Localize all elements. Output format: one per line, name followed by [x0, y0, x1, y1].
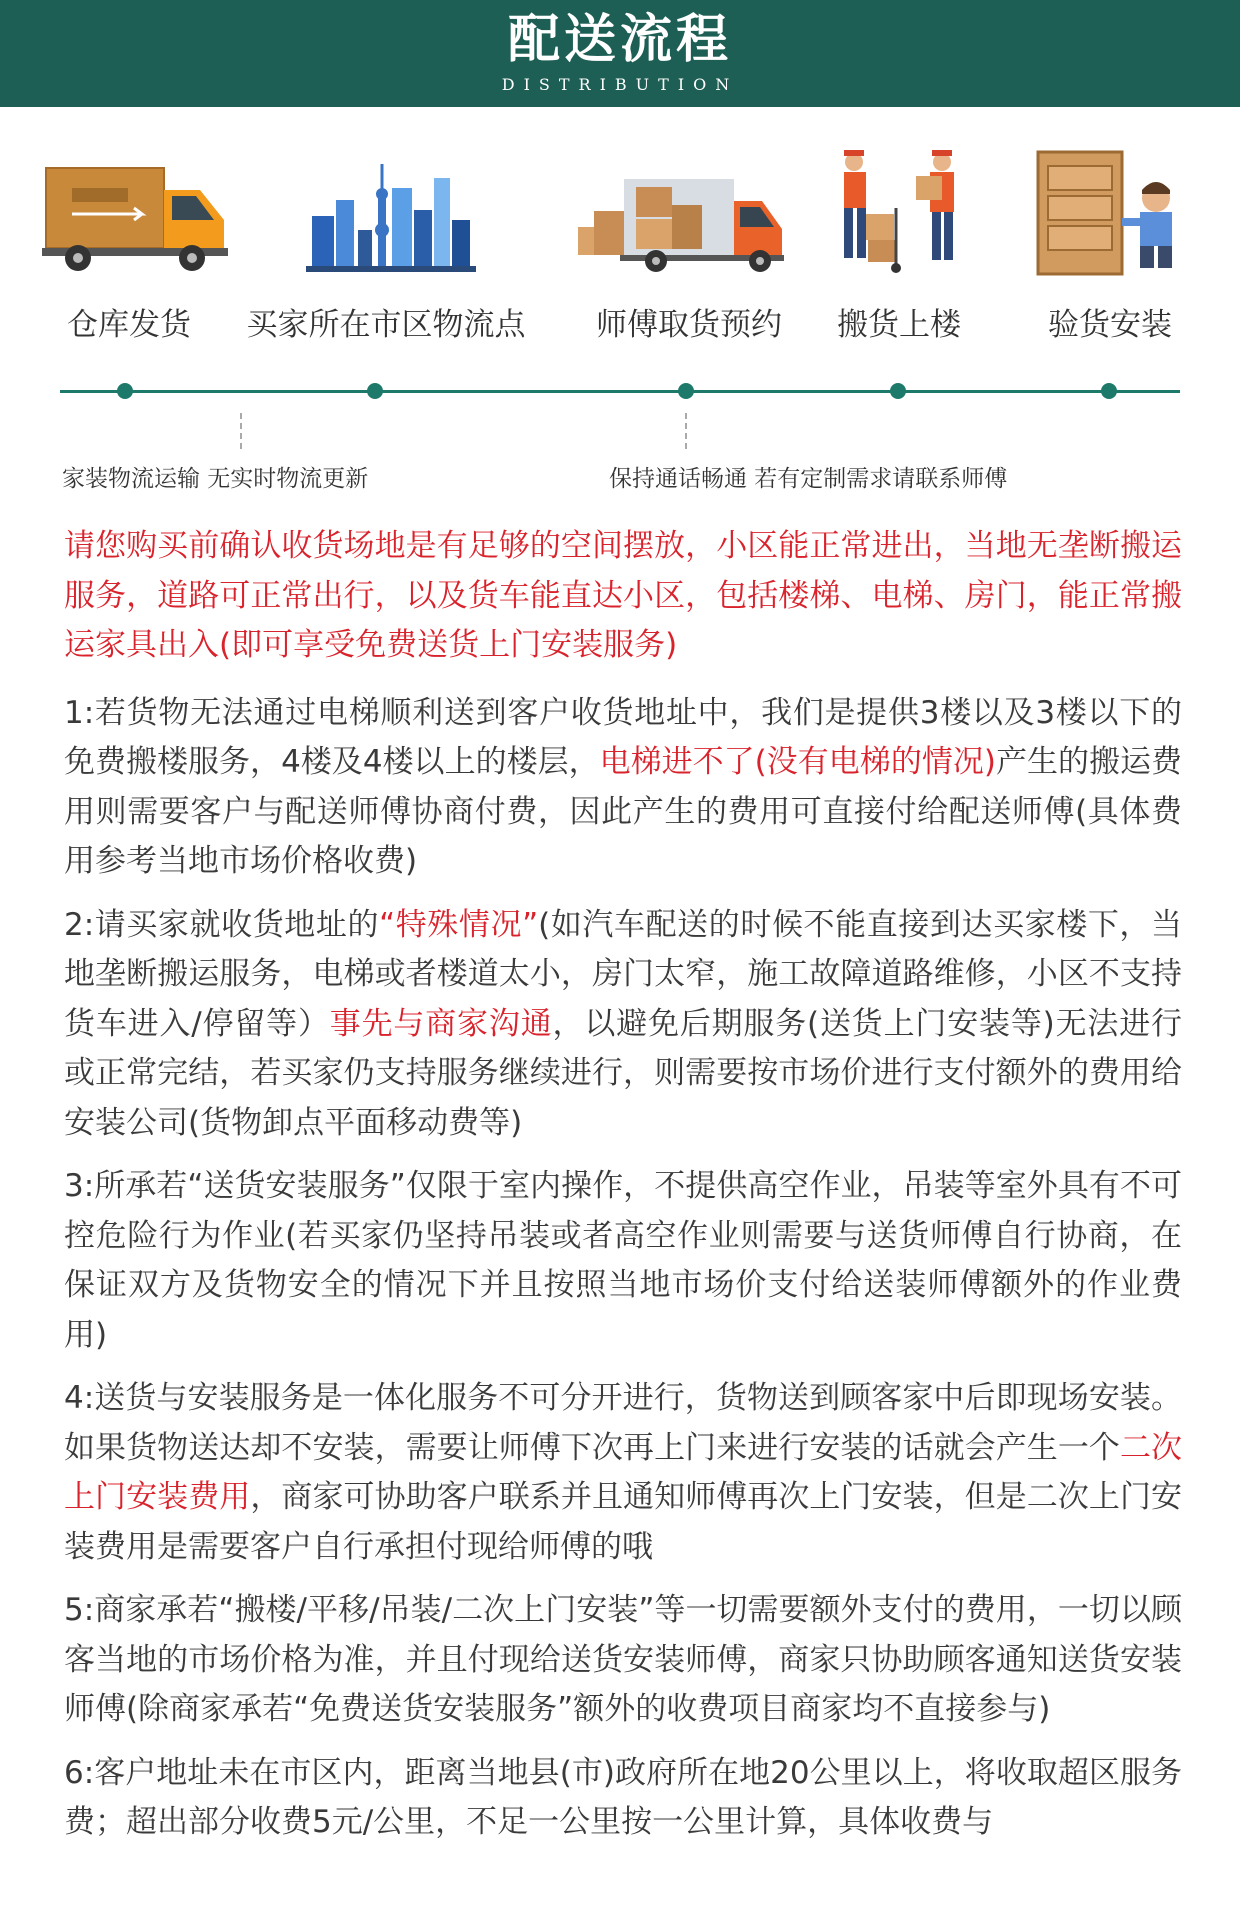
term-1-highlight: 电梯进不了(没有电梯的情况) — [599, 744, 996, 780]
page-title: 配送流程 — [507, 9, 732, 70]
terms-content — [64, 522, 1182, 1862]
term-4 — [64, 1374, 1182, 1572]
term-4-text: 4:送货与安装服务是一体化服务不可分开进行，货物送到顾客家中后即现场安装。如果货物送达却不安装，需要让师傅下次再上门来进行安装的话就会产生一个 — [64, 1380, 1182, 1466]
term-6: 6:客户地址未在市区内，距离当地县(市)政府所在地20公里以上，将收取超区服务费；超出部分收费5元/公里，不足一公里按一公里计算，具体收费与 — [64, 1754, 1182, 1840]
note-connector — [240, 413, 242, 449]
term-1 — [64, 689, 1182, 887]
step-label-city-logistics: 买家所在市区物流点 — [246, 307, 526, 343]
contact-note: 保持通话畅通 若有定制需求请联系师傅 — [609, 466, 1008, 492]
timeline-dot — [367, 383, 383, 399]
term-4-text-end: ，商家可协助客户联系并且通知师傅再次上门安装，但是二次上门安装费用是需要客户自行承担付现给师傅的哦 — [64, 1479, 1182, 1565]
city-skyline-icon — [306, 160, 476, 275]
term-1-text: 1:若货物无法通过电梯顺利送到客户收货地址中，我们是提供3楼以及3楼以下的免费搬楼服务，4楼及4楼以上的楼层， — [64, 694, 1182, 780]
logistics-note: 家装物流运输 无实时物流更新 — [62, 466, 369, 492]
term-3: 3:所承若“送货安装服务”仅限于室内操作，不提供高空作业，吊装等室外具有不可控危险行为作业(若买家仍坚持吊装或者高空作业则需要与送货师傅自行协商，在保证双方及货物安全的情况下并且按照当地市场价支付给送装师傅额外的作业费用) — [64, 1168, 1182, 1353]
step-label-pickup-appointment: 师傅取货预约 — [596, 307, 782, 343]
term-4-highlight: 二次上门安装费用 — [64, 1429, 1183, 1515]
timeline-dot — [890, 383, 906, 399]
timeline-dot — [678, 383, 694, 399]
term-2-text: 2:请买家就收货地址的 — [64, 906, 380, 943]
warning-paragraph: 请您购买前确认收货场地是有足够的空间摆放，小区能正常进出，当地无垄断搬运服务，道路可正常出行，以及货车能直达小区，包括楼梯、电梯、房门，能正常搬运家具出入(即可享受免费送货上门安装服务) — [64, 528, 1182, 663]
term-5: 5:商家承若“搬楼/平移/吊装/二次上门安装”等一切需要额外支付的费用，一切以顾客当地的市场价格为准，并且付现给送货安装师傅，商家只协助顾客通知送货安装师傅(除商家承若“免费送货安装服务”额外的收费项目商家均不直接参与) — [64, 1592, 1182, 1727]
header-banner — [0, 0, 1240, 107]
delivery-truck-icon — [42, 160, 232, 275]
note-connector — [685, 413, 687, 449]
term-2-highlight-contact: 事先与商家沟通 — [329, 1005, 553, 1042]
step-label-carry-upstairs: 搬货上楼 — [837, 307, 961, 343]
term-2 — [64, 901, 1182, 1149]
loaded-truck-icon — [574, 165, 789, 275]
movers-icon — [826, 148, 966, 278]
term-2-highlight-special: “特殊情况” — [379, 906, 539, 943]
term-2-text-mid: (如汽车配送的时候不能直接到达买家楼下，当地垄断搬运服务，电梯或者楼道太小，房门太窄，施工故障道路维修，小区不支持货车进入/停留等） — [64, 906, 1183, 1042]
step-label-warehouse: 仓库发货 — [67, 307, 191, 343]
term-1-text-end: 产生的搬运费用则需要客户与配送师傅协商付费，因此产生的费用可直接付给配送师傅(具体费用参考当地市场价格收费) — [64, 744, 1183, 879]
page-subtitle: DISTRIBUTION — [501, 75, 739, 94]
term-2-text-end: ，以避免后期服务(送货上门安装等)无法进行或正常完结，若买家仍支持服务继续进行，则需要按市场价进行支付额外的费用给安装公司(货物卸点平面移动费等) — [64, 1005, 1183, 1141]
cabinet-installer-icon — [1034, 148, 1184, 278]
timeline-dot — [117, 383, 133, 399]
timeline-line — [60, 390, 1180, 393]
step-label-inspect-install: 验货安装 — [1048, 307, 1172, 343]
timeline-dot — [1101, 383, 1117, 399]
